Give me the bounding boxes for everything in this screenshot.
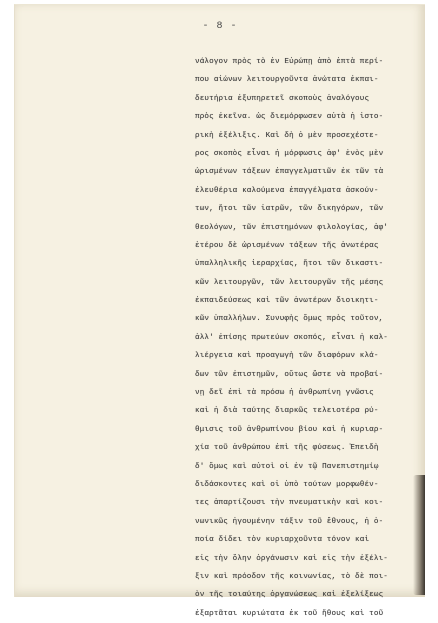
body-text (195, 53, 413, 623)
text-line: καὶ ἡ διὰ ταύτης διαρκῶς τελειοτέρα ρύ- (195, 407, 379, 416)
text-line: εἰς τὴν ὅλην ὀργάνωσιν καὶ εἰς τὴν ἐξέλι- (195, 554, 388, 563)
text-line: ρος σκοπὸς εἶναι ἡ μόρφωσις ἀφ' ἑνὸς μὲν (195, 149, 384, 158)
text-line: θμισις τοῦ ἀνθρωπίνου βίου καὶ ἡ κυριαρ- (195, 425, 384, 434)
text-line: ὡρισμένων τάξεων ἐπαγγελματιῶν ἐκ τῶν τὰ (195, 168, 384, 177)
text-line: τες ἀπαρτίζουσι τὴν πνευματικὴν καὶ κοι- (195, 499, 384, 508)
text-line: πρὸς ἐκεῖνα. ὡς διεμόρφωσεν αὐτὰ ἡ ἱστο- (195, 113, 384, 122)
text-line: κῶν λειτουργῶν, τῶν λειτουργῶν τῆς μέσης (195, 278, 384, 287)
text-line: νάλογον πρὸς τὸ ἐν Εὐρώπῃ ἀπὸ ἑπτὰ περί- (195, 58, 384, 66)
text-line: χία τοῦ ἀνθρώπου ἐπὶ τῆς φύσεως. Ἐπειδὴ (195, 444, 379, 453)
document-page (14, 4, 425, 618)
text-line: ἐξαρτᾶται κυριώτατα ἐκ τοῦ ἤθους καὶ τοῦ (195, 609, 384, 618)
text-line: ἑτέρου δὲ ὡρισμένων τάξεων τῆς ἀνωτέρας (195, 241, 379, 250)
text-line: ρικὴ ἐξέλιξις. Καὶ δὴ ὁ μὲν προσεχέστε- (195, 131, 379, 140)
text-line: λιέργεια καὶ προαγωγὴ τῶν διαφόρων κλά- (195, 352, 379, 361)
text-line: ποία δίδει τὸν κυριαρχοῦντα τόνον καὶ (195, 536, 370, 545)
text-line: διδάσκοντες καὶ οἱ ὑπὸ τούτων μορφωθέν- (195, 480, 379, 489)
text-line: δευτήρια ἐξυπηρετεῖ σκοποὺς ἀναλόγους (195, 94, 370, 103)
text-line: κῶν ὑπαλλήλων. Συνυφὴς ὅμως πρὸς τοῦτον, (195, 315, 384, 324)
text-line: ὑπαλληλικῆς ἱεραρχίας, ἤτοι τῶν δικαστι- (195, 260, 384, 269)
text-line: που αἰώνων λειτουργοῦντα ἀνώτατα ἐκπαι- (195, 76, 379, 85)
text-line: των, ἤτοι τῶν ἰατρῶν, τῶν δικηγόρων, τῶν (195, 205, 384, 214)
text-line: ἐλευθέρια καλούμενα ἐπαγγέλματα ἀσκούν- (195, 186, 379, 195)
text-line: ἀλλ' ἐπίσης πρωτεύων σκοπός, εἶναι ἡ καλ- (195, 333, 388, 342)
text-line: δων τῶν ἐπιστημῶν, οὕτως ὥστε νὰ προβαί- (195, 370, 384, 379)
text-line: νῃ δεῖ ἐπὶ τὰ πρόσω ἡ ἀνθρωπίνη γνῶσις (195, 389, 374, 398)
text-line: ἐκπαιδεύσεως καὶ τῶν ἀνωτέρων διοικητι- (195, 297, 379, 306)
edge-stain (413, 475, 425, 595)
page-number: - 8 - (202, 21, 238, 32)
text-line: νωνικῶς ἡγουμένην τάξιν τοῦ ἔθνους, ἡ ὁ- (195, 517, 384, 526)
text-line: δ' ὅμως καὶ αὐτοὶ οἱ ἐν τῷ Πανεπιστημίῳ (195, 462, 379, 471)
text-line: ὸν τῆς τοιαύτης ὀργανώσεως καὶ ἐξελίξεως (195, 591, 384, 600)
text-line: θεολόγων, τῶν ἐπιστημόνων φιλολογίας, ἀφ' (195, 223, 388, 232)
text-line: ξιν καὶ πρόοδον τῆς κοινωνίας, τὸ δὲ ποι- (195, 572, 388, 581)
